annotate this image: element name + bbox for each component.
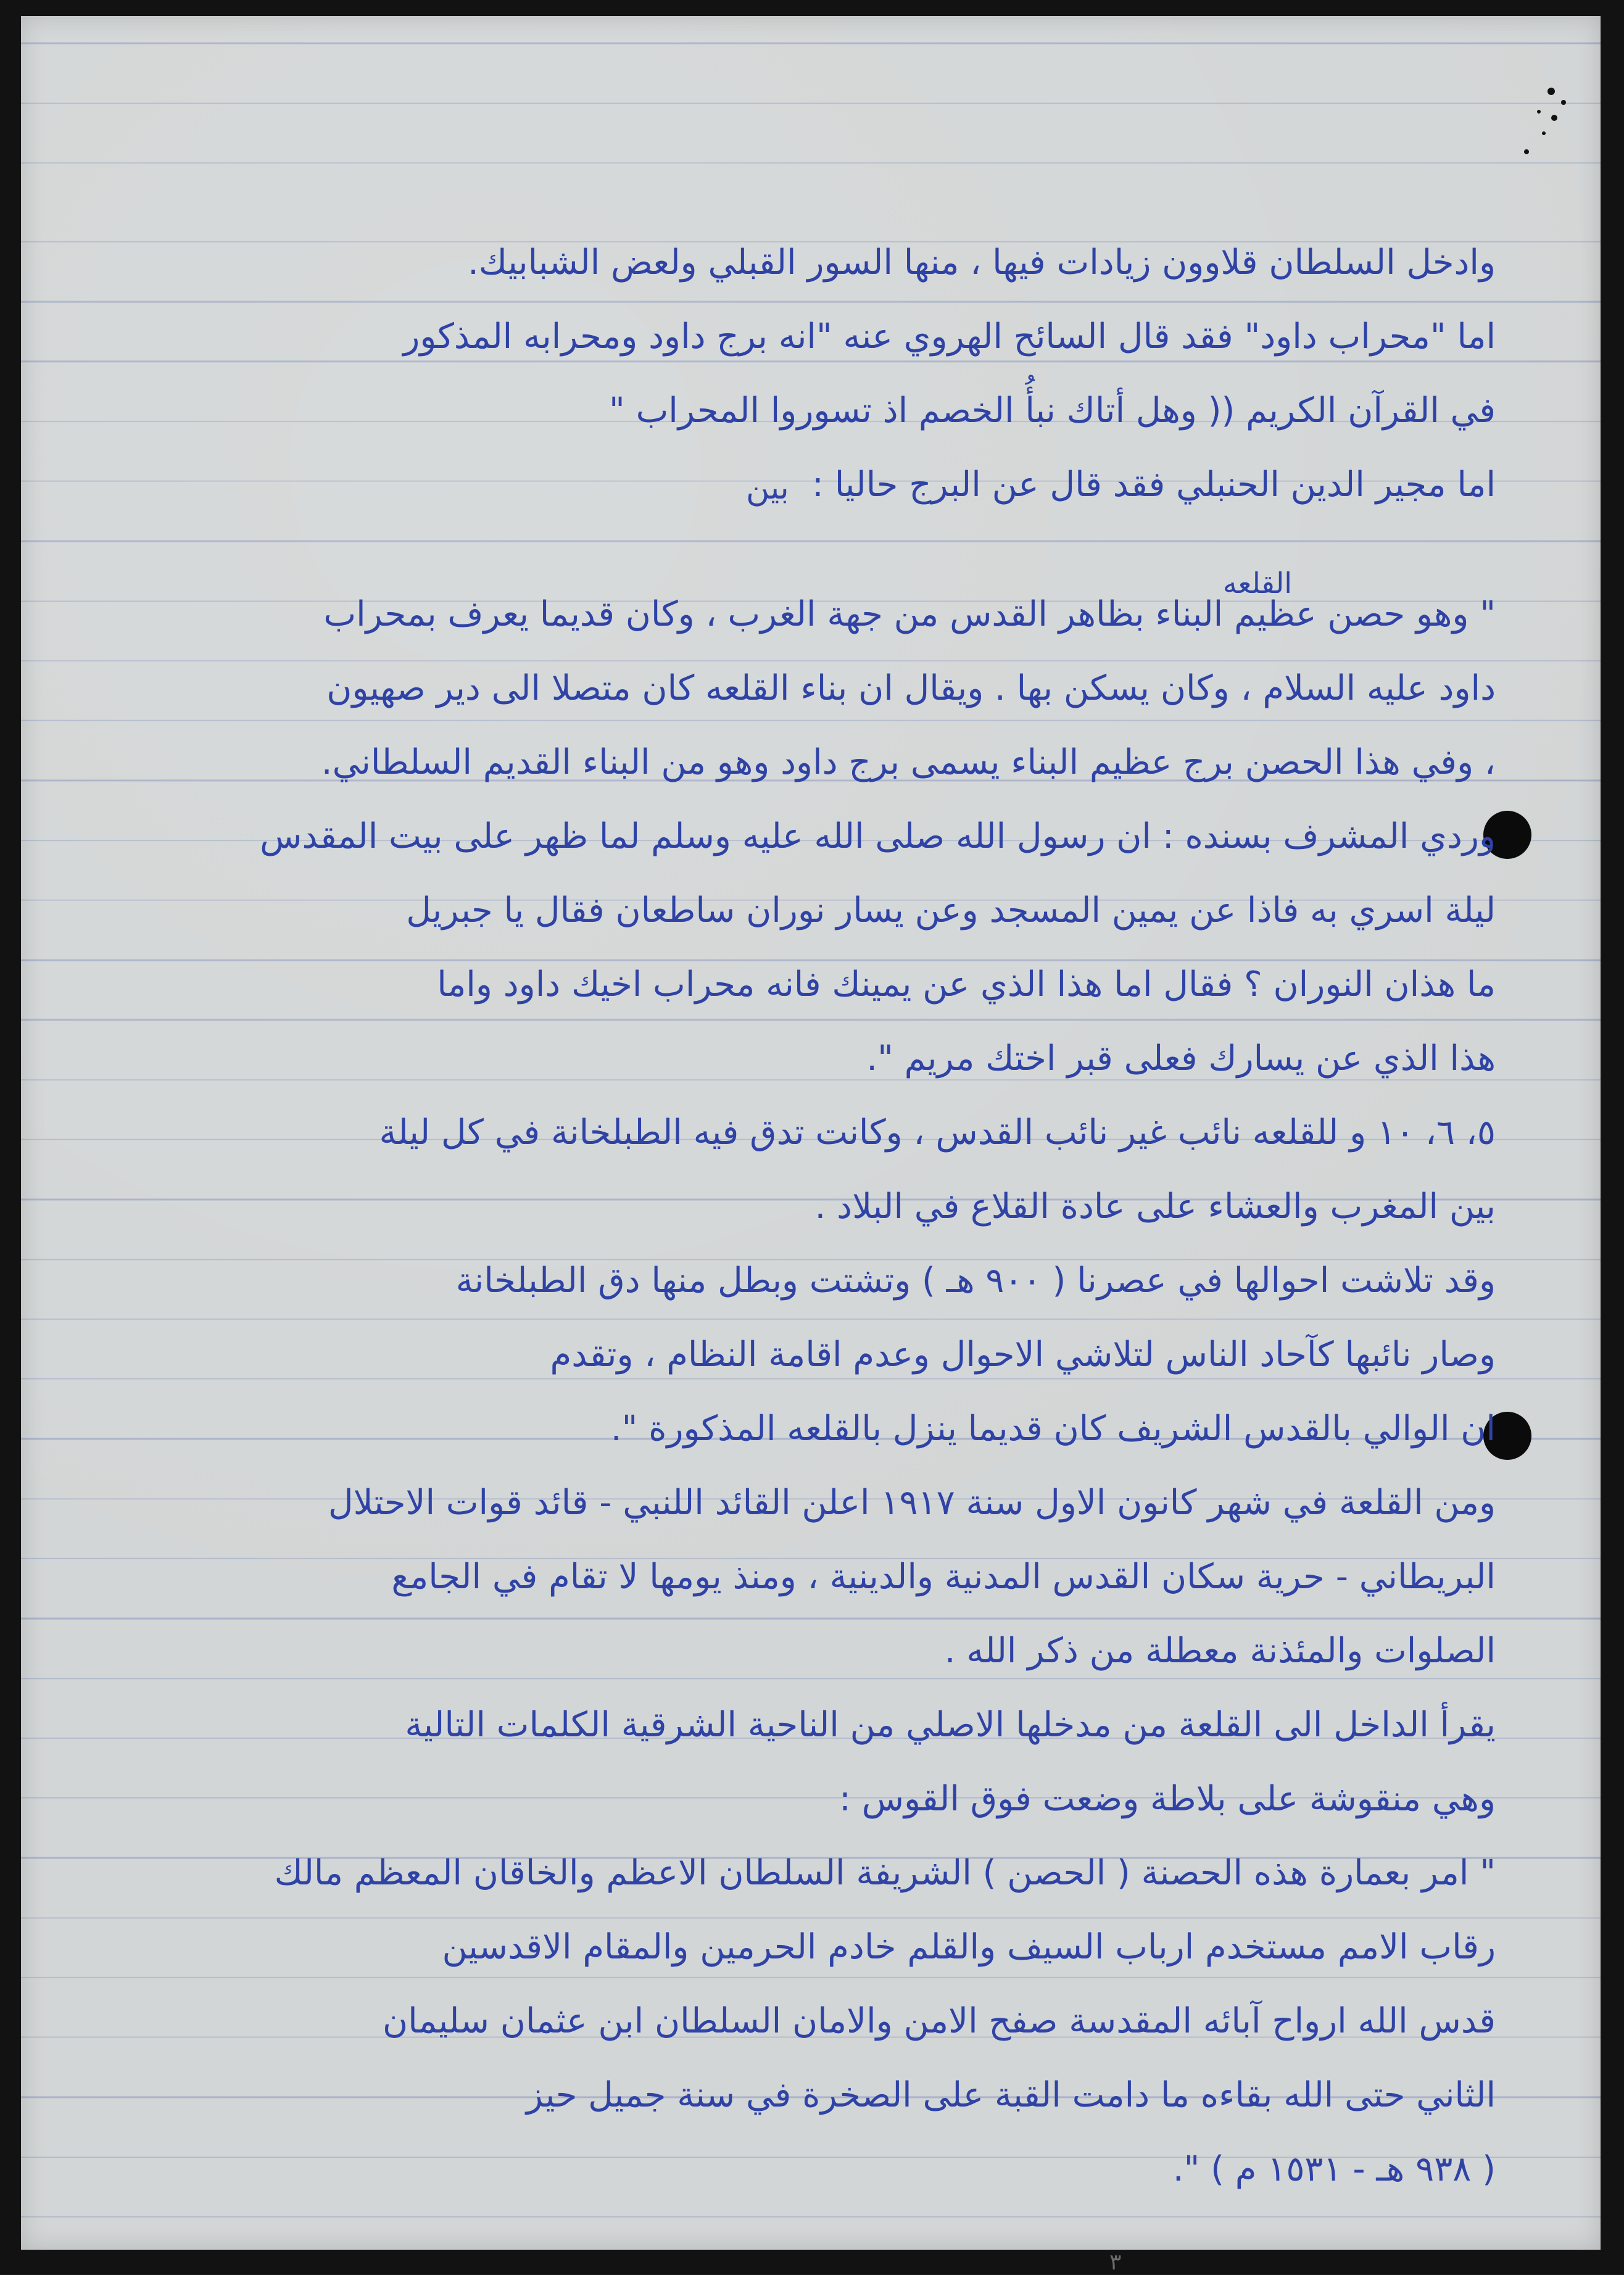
text-line: رقاب الامم مستخدم ارباب السيف والقلم خادم الحرمين والمقام الاقدسين	[442, 1927, 1496, 1967]
text-line: وصار نائبها كآحاد الناس لتلاشي الاحوال وعدم اقامة النظام ، وتقدم	[550, 1335, 1496, 1375]
text-line: بين المغرب والعشاء على عادة القلاع في البلاد .	[814, 1187, 1496, 1227]
ink-specks	[1514, 84, 1582, 160]
interlinear-word: القلعه	[1222, 566, 1292, 600]
text-line: الصلوات والمئذنة معطلة من ذكر الله .	[944, 1631, 1496, 1671]
text-line: ٥، ٦، ١٠ و للقلعه نائب غير نائب القدس ، وكانت تدق فيه الطبلخانة في كل ليلة	[379, 1113, 1496, 1153]
text-line: قدس الله ارواح آبائه المقدسة صفح الامن والامان السلطان ابن عثمان سليمان	[382, 2001, 1496, 2041]
lined-paper-sheet	[21, 16, 1601, 2275]
page-footer-mark: ٣	[1109, 2250, 1122, 2275]
text-line: يقرأ الداخل الى القلعة من مدخلها الاصلي من الناحية الشرقية الكلمات التالية	[405, 1705, 1496, 1745]
text-line: داود عليه السلام ، وكان يسكن بها . ويقال ان بناء القلعه كان متصلا الى دير صهيون	[326, 668, 1496, 708]
text-line: في القرآن الكريم (( وهل أتاك نبأُ الخصم اذ تسوروا المحراب "	[609, 391, 1496, 431]
text-line: ما هذان النوران ؟ فقال اما هذا الذي عن يمينك فانه محراب اخيك داود واما	[437, 964, 1496, 1005]
text-line: هذا الذي عن يسارك فعلى قبر اختك مريم ".	[866, 1038, 1496, 1079]
text-line: " وهو حصن عظيم البناء بظاهر القدس من جهة الغرب ، وكان قديما يعرف بمحراب	[323, 594, 1496, 634]
text-line: ليلة اسري به فاذا عن يمين المسجد وعن يسار نوران ساطعان فقال يا جبريل	[406, 890, 1496, 930]
text-line: " امر بعمارة هذه الحصنة ( الحصن ) الشريفة السلطان الاعظم والخاقان المعظم مالك	[274, 1853, 1496, 1893]
text-line: وقد تلاشت احوالها في عصرنا ( ٩٠٠ هـ ) وتشتت وبطل منها دق الطبلخانة	[455, 1261, 1496, 1301]
text-line: ( ٩٣٨ هـ - ١٥٣١ م ) ".	[1172, 2149, 1496, 2189]
text-line-content: اما مجير الدين الحنبلي فقد قال عن البرج حاليا :	[812, 465, 1496, 505]
text-line: ان الوالي بالقدس الشريف كان قديما ينزل بالقلعه المذكورة ".	[610, 1409, 1496, 1449]
interlinear-note	[80, 522, 1496, 600]
text-line: وردي المشرف بسنده : ان رسول الله صلى الله عليه وسلم لما ظهر على بيت المقدس	[260, 816, 1496, 856]
text-line: وهي منقوشة على بلاطة وضعت فوق القوس :	[839, 1779, 1496, 1819]
text-line: ، وفي هذا الحصن برج عظيم البناء يسمى برج داود وهو من البناء القديم السلطاني.	[321, 742, 1496, 782]
text-line: الثاني حتى الله بقاءه ما دامت القبة على الصخرة في سنة جميل حيز	[526, 2075, 1496, 2115]
text-line: البريطاني - حرية سكان القدس المدنية والدينية ، ومنذ يومها لا تقام في الجامع	[391, 1557, 1496, 1597]
text-line: وادخل السلطان قلاوون زيادات فيها ، منها السور القبلي ولعض الشبابيك.	[468, 242, 1496, 283]
text-line: اما "محراب داود" فقد قال السائح الهروي عنه "انه برج داود ومحرابه المذكور	[403, 317, 1496, 357]
caret-insertion: بين	[746, 470, 789, 507]
text-line: ومن القلعة في شهر كانون الاول سنة ١٩١٧ اعلن القائد اللنبي - قائد قوات الاحتلال	[328, 1483, 1496, 1523]
